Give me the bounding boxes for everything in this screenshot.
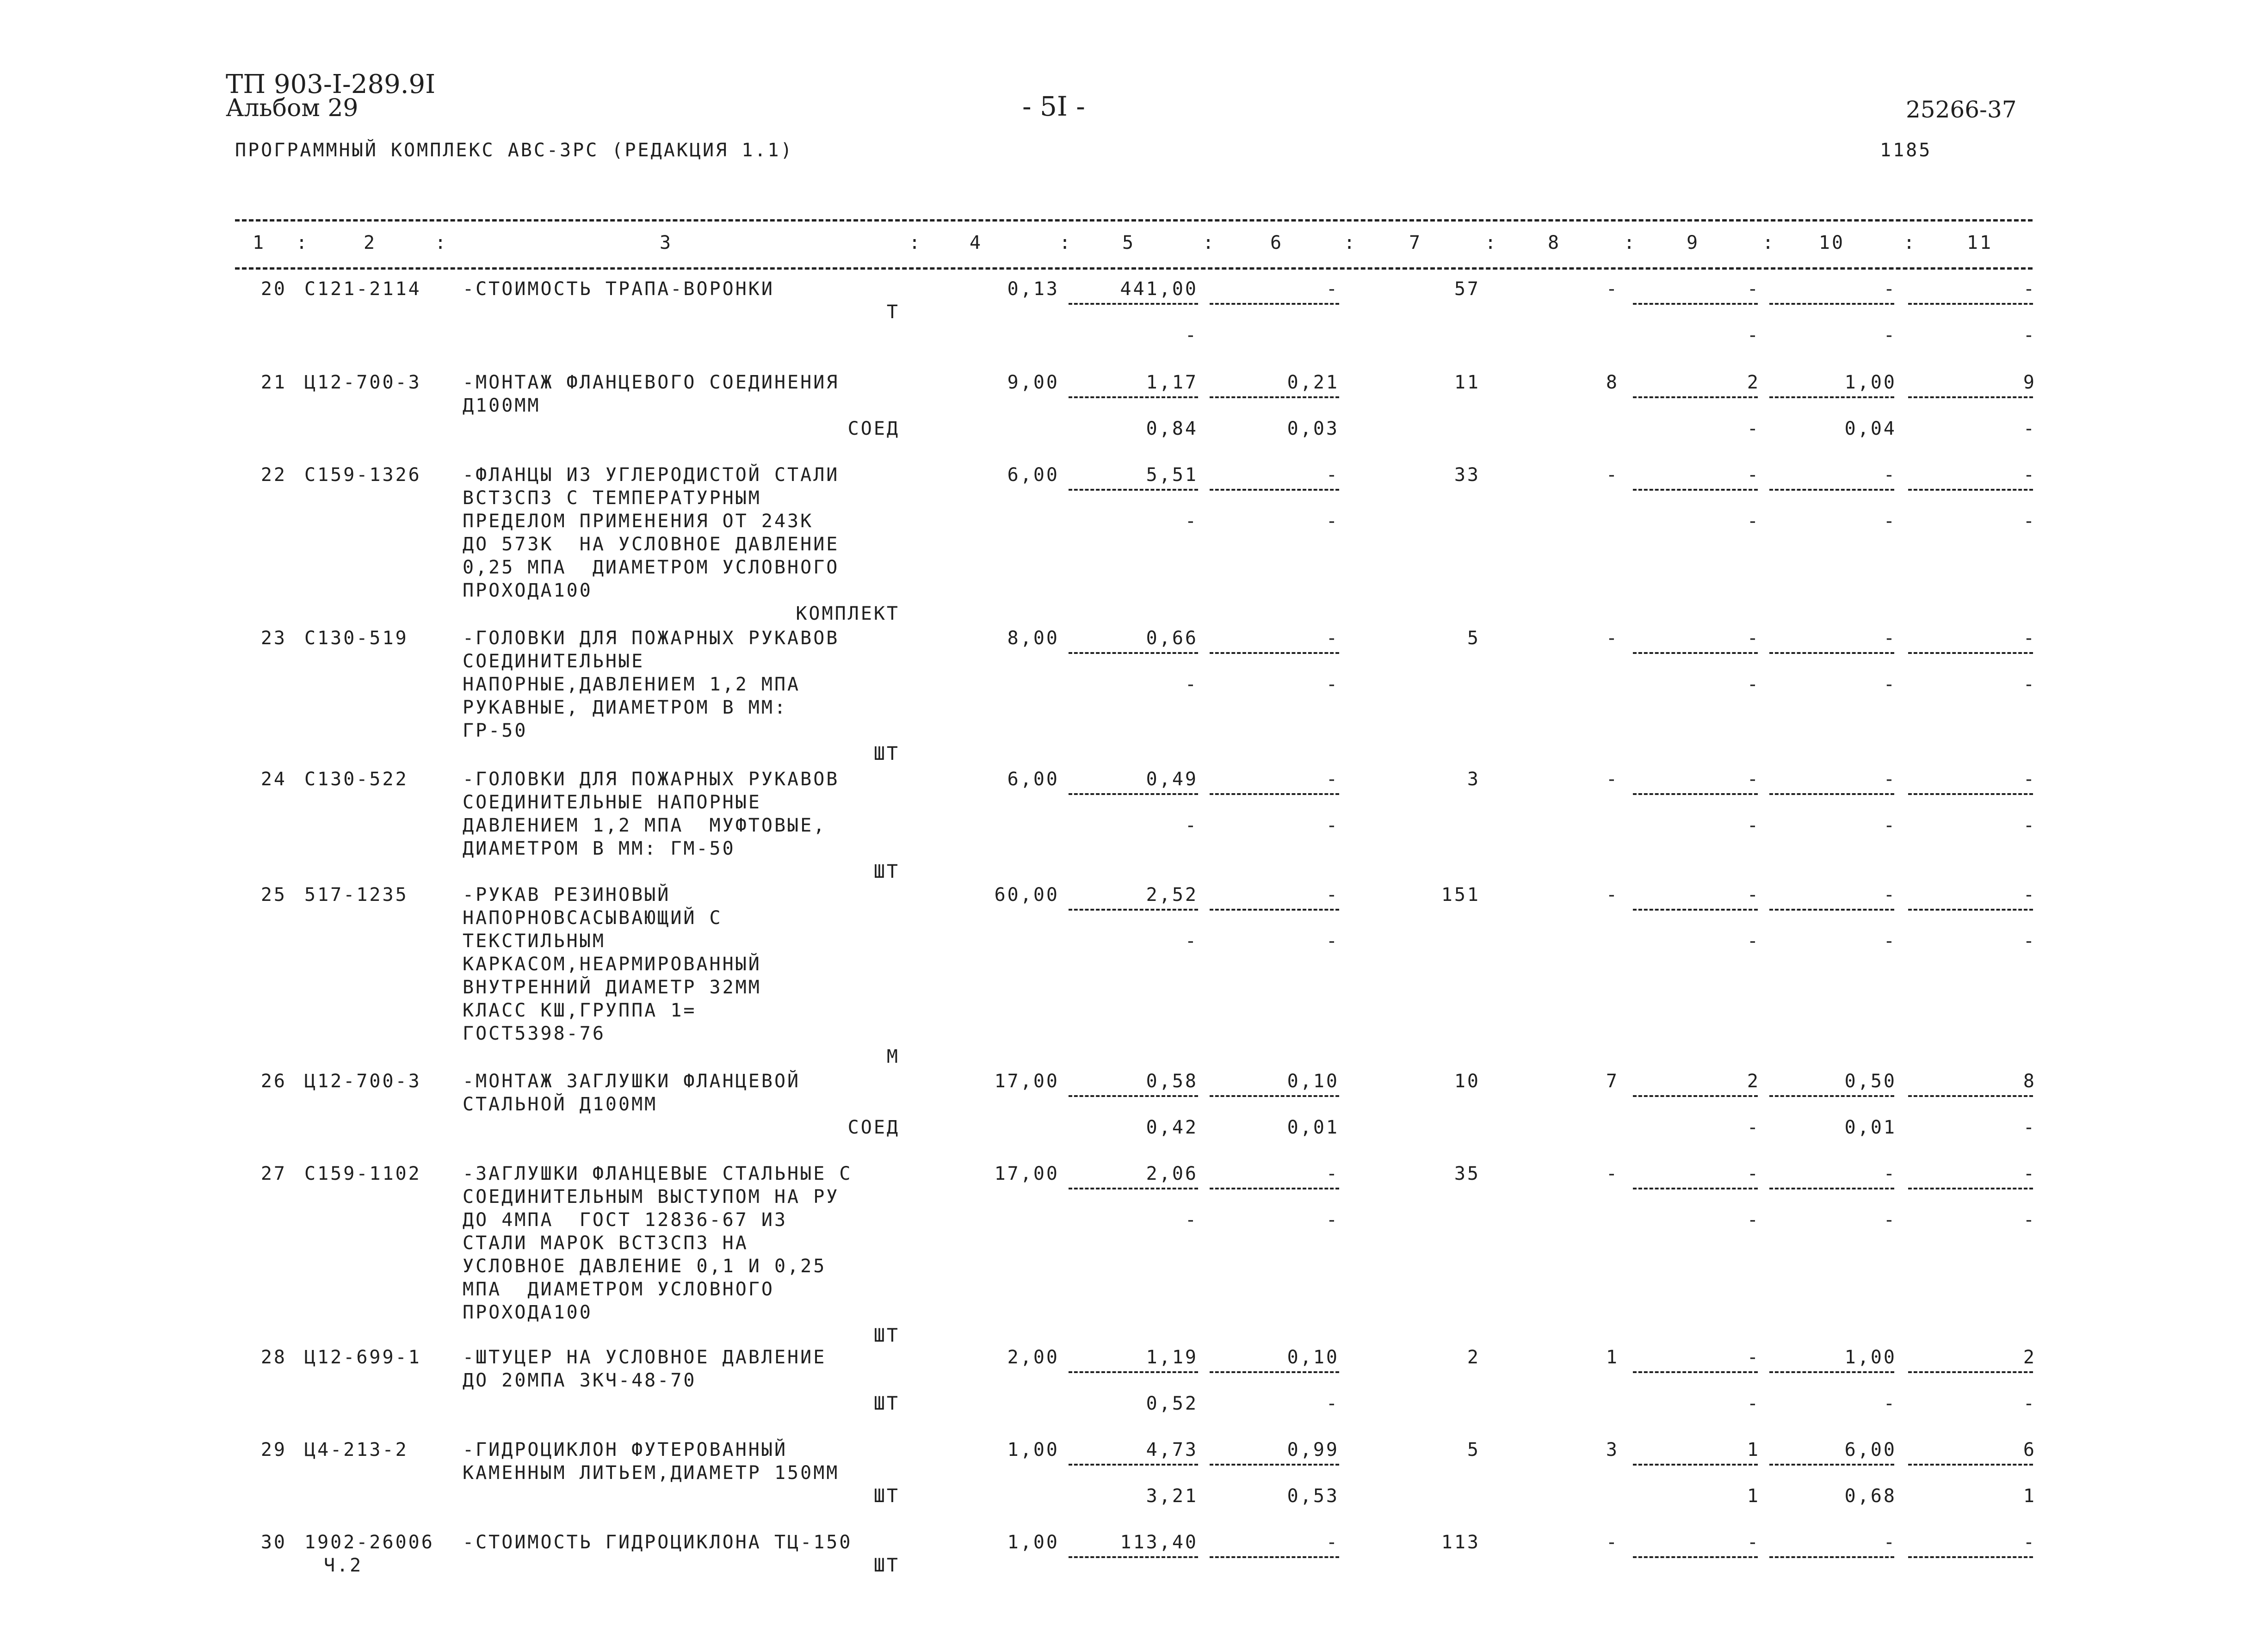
cell-c8: - — [1606, 769, 1619, 790]
cell-divider — [1908, 793, 2033, 795]
cell-divider — [1769, 652, 1894, 654]
cell-c6: 0,21 — [1287, 372, 1339, 393]
cell-s5: 0,52 — [1146, 1393, 1198, 1414]
row-description-line: -МОНТАЖ ФЛАНЦЕВОГО СОЕДИНЕНИЯ — [463, 372, 840, 393]
row-description-line: РУКАВНЫЕ, ДИАМЕТРОМ В ММ: — [463, 697, 788, 718]
row-description-line: 0,25 МПА ДИАМЕТРОМ УСЛОВНОГО — [463, 557, 840, 578]
row-description-line: ПРОХОДА100 — [463, 580, 593, 601]
cell-c9: 2 — [1747, 1071, 1760, 1092]
row-unit: М — [886, 1046, 900, 1067]
column-separator: : — [1344, 232, 1357, 253]
row-unit: ШТ — [873, 1555, 900, 1576]
cell-s9: - — [1747, 418, 1760, 439]
cell-c10: 6,00 — [1844, 1439, 1897, 1460]
cell-c6: - — [1326, 1163, 1339, 1184]
cell-s11: 1 — [2023, 1485, 2036, 1507]
row-number: 29 — [260, 1439, 287, 1460]
cell-c5: 2,06 — [1146, 1163, 1198, 1184]
cell-c10: - — [1883, 769, 1897, 790]
row-unit: КОМПЛЕКТ — [796, 603, 900, 624]
cell-c7: 5 — [1467, 628, 1480, 649]
row-description-line: ДО 20МПА 3КЧ-48-70 — [463, 1370, 697, 1391]
cell-c8: - — [1606, 278, 1619, 300]
row-description-line: -ФЛАНЦЫ ИЗ УГЛЕРОДИСТОЙ СТАЛИ — [463, 464, 840, 486]
column-separator: : — [909, 232, 922, 253]
row-number: 27 — [260, 1163, 287, 1184]
cell-c4: 2,00 — [1007, 1347, 1059, 1368]
column-separator: : — [1485, 232, 1498, 253]
cell-divider — [1633, 909, 1758, 911]
row-description-line: ВНУТРЕННИЙ ДИАМЕТР 32ММ — [463, 977, 761, 998]
cell-divider — [1210, 1556, 1339, 1558]
cell-s9: - — [1747, 1209, 1760, 1231]
cell-c7: 35 — [1454, 1163, 1480, 1184]
row-description-line: -СТОИМОСТЬ ТРАПА-ВОРОНКИ — [463, 278, 774, 300]
cell-c6: - — [1326, 278, 1339, 300]
column-header-7: 7 — [1409, 232, 1422, 253]
cell-divider — [1908, 909, 2033, 911]
cell-s10: - — [1883, 930, 1897, 952]
row-unit: ШТ — [873, 1393, 900, 1414]
cell-c6: 0,10 — [1287, 1071, 1339, 1092]
row-number: 21 — [260, 372, 287, 393]
cell-s6: - — [1326, 930, 1339, 952]
cell-c4: 6,00 — [1007, 464, 1059, 486]
cell-c10: 1,00 — [1844, 372, 1897, 393]
cell-c5: 5,51 — [1146, 464, 1198, 486]
cell-s9: - — [1747, 930, 1760, 952]
row-code: С159-1326 — [304, 464, 421, 486]
cell-divider — [1069, 396, 1198, 398]
column-header-1: 1 — [252, 232, 266, 253]
cell-divider — [1908, 652, 2033, 654]
cell-s5: 0,84 — [1146, 418, 1198, 439]
row-description-line: -РУКАВ РЕЗИНОВЫЙ — [463, 884, 671, 906]
row-number: 20 — [260, 278, 287, 300]
cell-s11: - — [2023, 1117, 2036, 1138]
cell-c9: - — [1747, 769, 1760, 790]
cell-c7: 57 — [1454, 278, 1480, 300]
cell-c6: 0,99 — [1287, 1439, 1339, 1460]
row-code: С159-1102 — [304, 1163, 421, 1184]
cell-s9: - — [1747, 674, 1760, 695]
cell-s10: - — [1883, 1393, 1897, 1414]
cell-c11: - — [2023, 278, 2036, 300]
column-header-2: 2 — [363, 232, 377, 253]
cell-divider — [1908, 303, 2033, 305]
cell-s11: - — [2023, 930, 2036, 952]
cell-s6: - — [1326, 511, 1339, 532]
row-description-line: НАПОРНЫЕ,ДАВЛЕНИЕМ 1,2 МПА — [463, 674, 801, 695]
row-code: Ц12-699-1 — [304, 1347, 421, 1368]
cell-divider — [1769, 303, 1894, 305]
cell-c9: 2 — [1747, 372, 1760, 393]
row-unit: Т — [886, 302, 900, 323]
cell-c11: 6 — [2023, 1439, 2036, 1460]
cell-c10: - — [1883, 884, 1897, 906]
cell-divider — [1769, 1464, 1894, 1466]
column-header-9: 9 — [1686, 232, 1700, 253]
cell-c9: 1 — [1747, 1439, 1760, 1460]
cell-s9: - — [1747, 1117, 1760, 1138]
row-unit: ШТ — [873, 743, 900, 764]
row-unit: СОЕД — [847, 418, 900, 439]
column-separator: : — [296, 232, 309, 253]
cell-c9: - — [1747, 884, 1760, 906]
cell-divider — [1069, 1464, 1198, 1466]
cell-divider — [1633, 1188, 1758, 1189]
cell-divider — [1769, 909, 1894, 911]
row-description-line: ПРОХОДА100 — [463, 1302, 593, 1323]
cell-c8: - — [1606, 628, 1619, 649]
cell-divider — [1769, 1556, 1894, 1558]
cell-c8: 7 — [1606, 1071, 1619, 1092]
row-unit: ШТ — [873, 1485, 900, 1507]
cell-c11: - — [2023, 769, 2036, 790]
cell-divider — [1769, 1095, 1894, 1097]
cell-c4: 6,00 — [1007, 769, 1059, 790]
cell-divider — [1210, 1095, 1339, 1097]
cell-s9: - — [1747, 1393, 1760, 1414]
cell-s9: 1 — [1747, 1485, 1760, 1507]
row-description-line: СТАЛЬНОЙ Д100ММ — [463, 1094, 658, 1115]
cell-divider — [1769, 489, 1894, 491]
column-separator: : — [1762, 232, 1776, 253]
row-description-line: -ЗАГЛУШКИ ФЛАНЦЕВЫЕ СТАЛЬНЫЕ С — [463, 1163, 853, 1184]
row-description-line: -ГОЛОВКИ ДЛЯ ПОЖАРНЫХ РУКАВОВ — [463, 769, 840, 790]
cell-s11: - — [2023, 511, 2036, 532]
row-description-line: ДО 573К НА УСЛОВНОЕ ДАВЛЕНИЕ — [463, 534, 840, 555]
cell-s10: - — [1883, 325, 1897, 346]
cell-c11: 8 — [2023, 1071, 2036, 1092]
row-code: Ц4-213-2 — [304, 1439, 408, 1460]
row-code: Ц12-700-3 — [304, 372, 421, 393]
cell-s6: - — [1326, 815, 1339, 836]
cell-s5: - — [1185, 674, 1198, 695]
cell-c9: - — [1747, 628, 1760, 649]
cell-divider — [1633, 1464, 1758, 1466]
cell-divider — [1210, 1188, 1339, 1189]
cell-c7: 10 — [1454, 1071, 1480, 1092]
cell-c5: 0,66 — [1146, 628, 1198, 649]
cell-c5: 4,73 — [1146, 1439, 1198, 1460]
row-description-line: ПРЕДЕЛОМ ПРИМЕНЕНИЯ ОТ 243К — [463, 511, 814, 532]
cell-divider — [1210, 396, 1339, 398]
cell-divider — [1633, 652, 1758, 654]
row-number: 24 — [260, 769, 287, 790]
cell-c9: - — [1747, 278, 1760, 300]
row-description-line: КАРКАСОМ,НЕАРМИРОВАННЫЙ — [463, 954, 761, 975]
cell-s6: 0,03 — [1287, 418, 1339, 439]
row-code: С121-2114 — [304, 278, 421, 300]
cell-c11: - — [2023, 464, 2036, 486]
cell-divider — [1908, 1556, 2033, 1558]
cell-s11: - — [2023, 1393, 2036, 1414]
row-description-line: ГР-50 — [463, 720, 528, 741]
sheet-code: 1185 — [1880, 140, 1932, 161]
cell-c11: - — [2023, 1532, 2036, 1553]
row-number: 30 — [260, 1532, 287, 1553]
row-description-line: УСЛОВНОЕ ДАВЛЕНИЕ 0,1 И 0,25 — [463, 1256, 827, 1277]
cell-c6: - — [1326, 769, 1339, 790]
column-separator: : — [1624, 232, 1637, 253]
row-description-line: НАПОРНОВСАСЫВАЮЩИЙ С — [463, 907, 723, 929]
cell-divider — [1769, 1371, 1894, 1373]
row-description-line: СОЕДИНИТЕЛЬНЫМ ВЫСТУПОМ НА РУ — [463, 1186, 840, 1208]
cell-s5: 0,42 — [1146, 1117, 1198, 1138]
cell-divider — [1069, 303, 1198, 305]
cell-c5: 2,52 — [1146, 884, 1198, 906]
cell-divider — [1069, 489, 1198, 491]
row-description-line: ДО 4МПА ГОСТ 12836-67 ИЗ — [463, 1209, 788, 1231]
cell-divider — [1908, 1095, 2033, 1097]
row-description-line: КАМЕННЫМ ЛИТЬЕМ,ДИАМЕТР 150ММ — [463, 1462, 840, 1484]
cell-s5: - — [1185, 1209, 1198, 1231]
row-number: 28 — [260, 1347, 287, 1368]
cell-s6: - — [1326, 674, 1339, 695]
cell-c5: 113,40 — [1120, 1532, 1198, 1553]
cell-s10: 0,04 — [1844, 418, 1897, 439]
cell-c4: 17,00 — [994, 1163, 1059, 1184]
cell-c4: 17,00 — [994, 1071, 1059, 1092]
cell-s10: - — [1883, 674, 1897, 695]
cell-divider — [1908, 396, 2033, 398]
row-unit: СОЕД — [847, 1117, 900, 1138]
cell-s6: 0,01 — [1287, 1117, 1339, 1138]
cell-c11: 2 — [2023, 1347, 2036, 1368]
row-code: Ц12-700-3 — [304, 1071, 421, 1092]
cell-s10: - — [1883, 511, 1897, 532]
row-description-line: -ШТУЦЕР НА УСЛОВНОЕ ДАВЛЕНИЕ — [463, 1347, 827, 1368]
cell-divider — [1769, 396, 1894, 398]
row-description-line: ГОСТ5398-76 — [463, 1023, 606, 1044]
cell-divider — [1210, 793, 1339, 795]
cell-divider — [1908, 1188, 2033, 1189]
cell-divider — [1210, 1371, 1339, 1373]
cell-s5: - — [1185, 930, 1198, 952]
cell-divider — [1633, 1095, 1758, 1097]
cell-c11: - — [2023, 628, 2036, 649]
cell-c8: 1 — [1606, 1347, 1619, 1368]
cell-c9: - — [1747, 464, 1760, 486]
column-separator: : — [1203, 232, 1216, 253]
row-description-line: МПА ДИАМЕТРОМ УСЛОВНОГО — [463, 1279, 774, 1300]
cell-c10: - — [1883, 464, 1897, 486]
doc-code: ТП 903-I-289.9I — [226, 69, 436, 99]
cell-c4: 8,00 — [1007, 628, 1059, 649]
cell-s9: - — [1747, 511, 1760, 532]
cell-divider — [1633, 489, 1758, 491]
album-label: Альбом 29 — [226, 94, 358, 122]
row-description-line: СТАЛИ МАРОК ВСТ3СП3 НА — [463, 1232, 748, 1254]
cell-c11: 9 — [2023, 372, 2036, 393]
cell-c10: - — [1883, 1163, 1897, 1184]
column-header-10: 10 — [1818, 232, 1845, 253]
row-unit: ШТ — [873, 861, 900, 882]
cell-s5: 3,21 — [1146, 1485, 1198, 1507]
program-title: ПРОГРАММНЫЙ КОМПЛЕКС АВС-3РС (РЕДАКЦИЯ 1.1) — [235, 140, 794, 161]
cell-s11: - — [2023, 674, 2036, 695]
cell-divider — [1069, 1371, 1198, 1373]
cell-c6: - — [1326, 464, 1339, 486]
row-number: 25 — [260, 884, 287, 906]
cell-c7: 113 — [1441, 1532, 1480, 1553]
column-separator: : — [1903, 232, 1917, 253]
cell-c7: 5 — [1467, 1439, 1480, 1460]
row-description-line: ВСТ3СП3 С ТЕМПЕРАТУРНЫМ — [463, 487, 761, 509]
cell-divider — [1908, 1464, 2033, 1466]
column-header-5: 5 — [1122, 232, 1136, 253]
column-header-3: 3 — [659, 232, 673, 253]
row-description-line: -СТОИМОСТЬ ГИДРОЦИКЛОНА ТЦ-150 — [463, 1532, 853, 1553]
column-header-4: 4 — [969, 232, 983, 253]
cell-c10: 1,00 — [1844, 1347, 1897, 1368]
row-code: С130-519 — [304, 628, 408, 649]
cell-c6: - — [1326, 884, 1339, 906]
cell-divider — [1069, 1556, 1198, 1558]
cell-divider — [1633, 396, 1758, 398]
cell-s10: 0,01 — [1844, 1117, 1897, 1138]
cell-c6: - — [1326, 1532, 1339, 1553]
cell-c8: 8 — [1606, 372, 1619, 393]
cell-s5: - — [1185, 325, 1198, 346]
row-description-line: ТЕКСТИЛЬНЫМ — [463, 930, 606, 952]
cell-s5: - — [1185, 511, 1198, 532]
cell-c8: - — [1606, 1163, 1619, 1184]
cell-s11: - — [2023, 1209, 2036, 1231]
cell-c4: 0,13 — [1007, 278, 1059, 300]
cell-c4: 1,00 — [1007, 1439, 1059, 1460]
cell-s6: - — [1326, 1209, 1339, 1231]
cell-c11: - — [2023, 1163, 2036, 1184]
row-code: С130-522 — [304, 769, 408, 790]
cell-divider — [1633, 1371, 1758, 1373]
cell-c10: - — [1883, 628, 1897, 649]
column-header-6: 6 — [1270, 232, 1284, 253]
cell-divider — [1908, 1371, 2033, 1373]
cell-c8: - — [1606, 884, 1619, 906]
cell-divider — [1069, 793, 1198, 795]
cell-c5: 0,58 — [1146, 1071, 1198, 1092]
column-header-8: 8 — [1547, 232, 1561, 253]
cell-c9: - — [1747, 1163, 1760, 1184]
row-code: 1902-26006 — [304, 1532, 434, 1553]
cell-c7: 151 — [1441, 884, 1480, 906]
cell-divider — [1633, 1556, 1758, 1558]
cell-divider — [1210, 1464, 1339, 1466]
row-description-line: СОЕДИНИТЕЛЬНЫЕ НАПОРНЫЕ — [463, 792, 761, 813]
row-code-extra: Ч.2 — [324, 1555, 363, 1576]
cell-c8: - — [1606, 1532, 1619, 1553]
row-unit: ШТ — [873, 1325, 900, 1346]
cell-c8: - — [1606, 464, 1619, 486]
cell-c7: 33 — [1454, 464, 1480, 486]
cell-divider — [1769, 793, 1894, 795]
cell-c7: 11 — [1454, 372, 1480, 393]
cell-c9: - — [1747, 1532, 1760, 1553]
cell-divider — [1069, 909, 1198, 911]
cell-divider — [1210, 652, 1339, 654]
cell-c10: - — [1883, 278, 1897, 300]
cell-s11: - — [2023, 418, 2036, 439]
cell-c5: 1,17 — [1146, 372, 1198, 393]
cell-c4: 1,00 — [1007, 1532, 1059, 1553]
cell-c5: 1,19 — [1146, 1347, 1198, 1368]
cell-c7: 3 — [1467, 769, 1480, 790]
cell-c6: - — [1326, 628, 1339, 649]
row-description-line: ДИАМЕТРОМ В ММ: ГМ-50 — [463, 838, 735, 859]
column-separator: : — [435, 232, 448, 253]
row-description-line: СОЕДИНИТЕЛЬНЫЕ — [463, 651, 645, 672]
column-separator: : — [1059, 232, 1073, 253]
header-bottom-rule — [235, 267, 2033, 270]
cell-c8: 3 — [1606, 1439, 1619, 1460]
cell-divider — [1908, 489, 2033, 491]
cell-c6: 0,10 — [1287, 1347, 1339, 1368]
cell-s10: 0,68 — [1844, 1485, 1897, 1507]
row-description-line: КЛАСС КШ,ГРУППА 1= — [463, 1000, 697, 1021]
cell-divider — [1210, 303, 1339, 305]
cell-divider — [1633, 793, 1758, 795]
row-code: 517-1235 — [304, 884, 408, 906]
row-description-line: -МОНТАЖ ЗАГЛУШКИ ФЛАНЦЕВОЙ — [463, 1071, 801, 1092]
cell-s6: 0,53 — [1287, 1485, 1339, 1507]
row-number: 22 — [260, 464, 287, 486]
row-description-line: -ГОЛОВКИ ДЛЯ ПОЖАРНЫХ РУКАВОВ — [463, 628, 840, 649]
cell-c4: 60,00 — [994, 884, 1059, 906]
cell-c7: 2 — [1467, 1347, 1480, 1368]
row-description-line: Д100ММ — [463, 395, 541, 416]
cell-s9: - — [1747, 325, 1760, 346]
cell-s6: - — [1326, 1393, 1339, 1414]
cell-s10: - — [1883, 815, 1897, 836]
cell-divider — [1210, 489, 1339, 491]
page-number: - 5I - — [1022, 91, 1085, 122]
cell-divider — [1769, 1188, 1894, 1189]
cell-divider — [1069, 1095, 1198, 1097]
cell-c10: 0,50 — [1844, 1071, 1897, 1092]
cell-c10: - — [1883, 1532, 1897, 1553]
row-number: 26 — [260, 1071, 287, 1092]
cell-c9: - — [1747, 1347, 1760, 1368]
header-top-rule — [235, 219, 2033, 222]
cell-s11: - — [2023, 325, 2036, 346]
column-header-11: 11 — [1966, 232, 1993, 253]
cell-divider — [1069, 652, 1198, 654]
row-description-line: ДАВЛЕНИЕМ 1,2 МПА МУФТОВЫЕ, — [463, 815, 827, 836]
cell-divider — [1069, 1188, 1198, 1189]
cell-divider — [1210, 909, 1339, 911]
cell-s11: - — [2023, 815, 2036, 836]
cell-s5: - — [1185, 815, 1198, 836]
cell-s10: - — [1883, 1209, 1897, 1231]
cell-c5: 441,00 — [1120, 278, 1198, 300]
cell-s9: - — [1747, 815, 1760, 836]
doc-number: 25266-37 — [1906, 96, 2017, 123]
cell-c5: 0,49 — [1146, 769, 1198, 790]
cell-c11: - — [2023, 884, 2036, 906]
cell-divider — [1633, 303, 1758, 305]
row-number: 23 — [260, 628, 287, 649]
cell-c4: 9,00 — [1007, 372, 1059, 393]
row-description-line: -ГИДРОЦИКЛОН ФУТЕРОВАННЫЙ — [463, 1439, 788, 1460]
